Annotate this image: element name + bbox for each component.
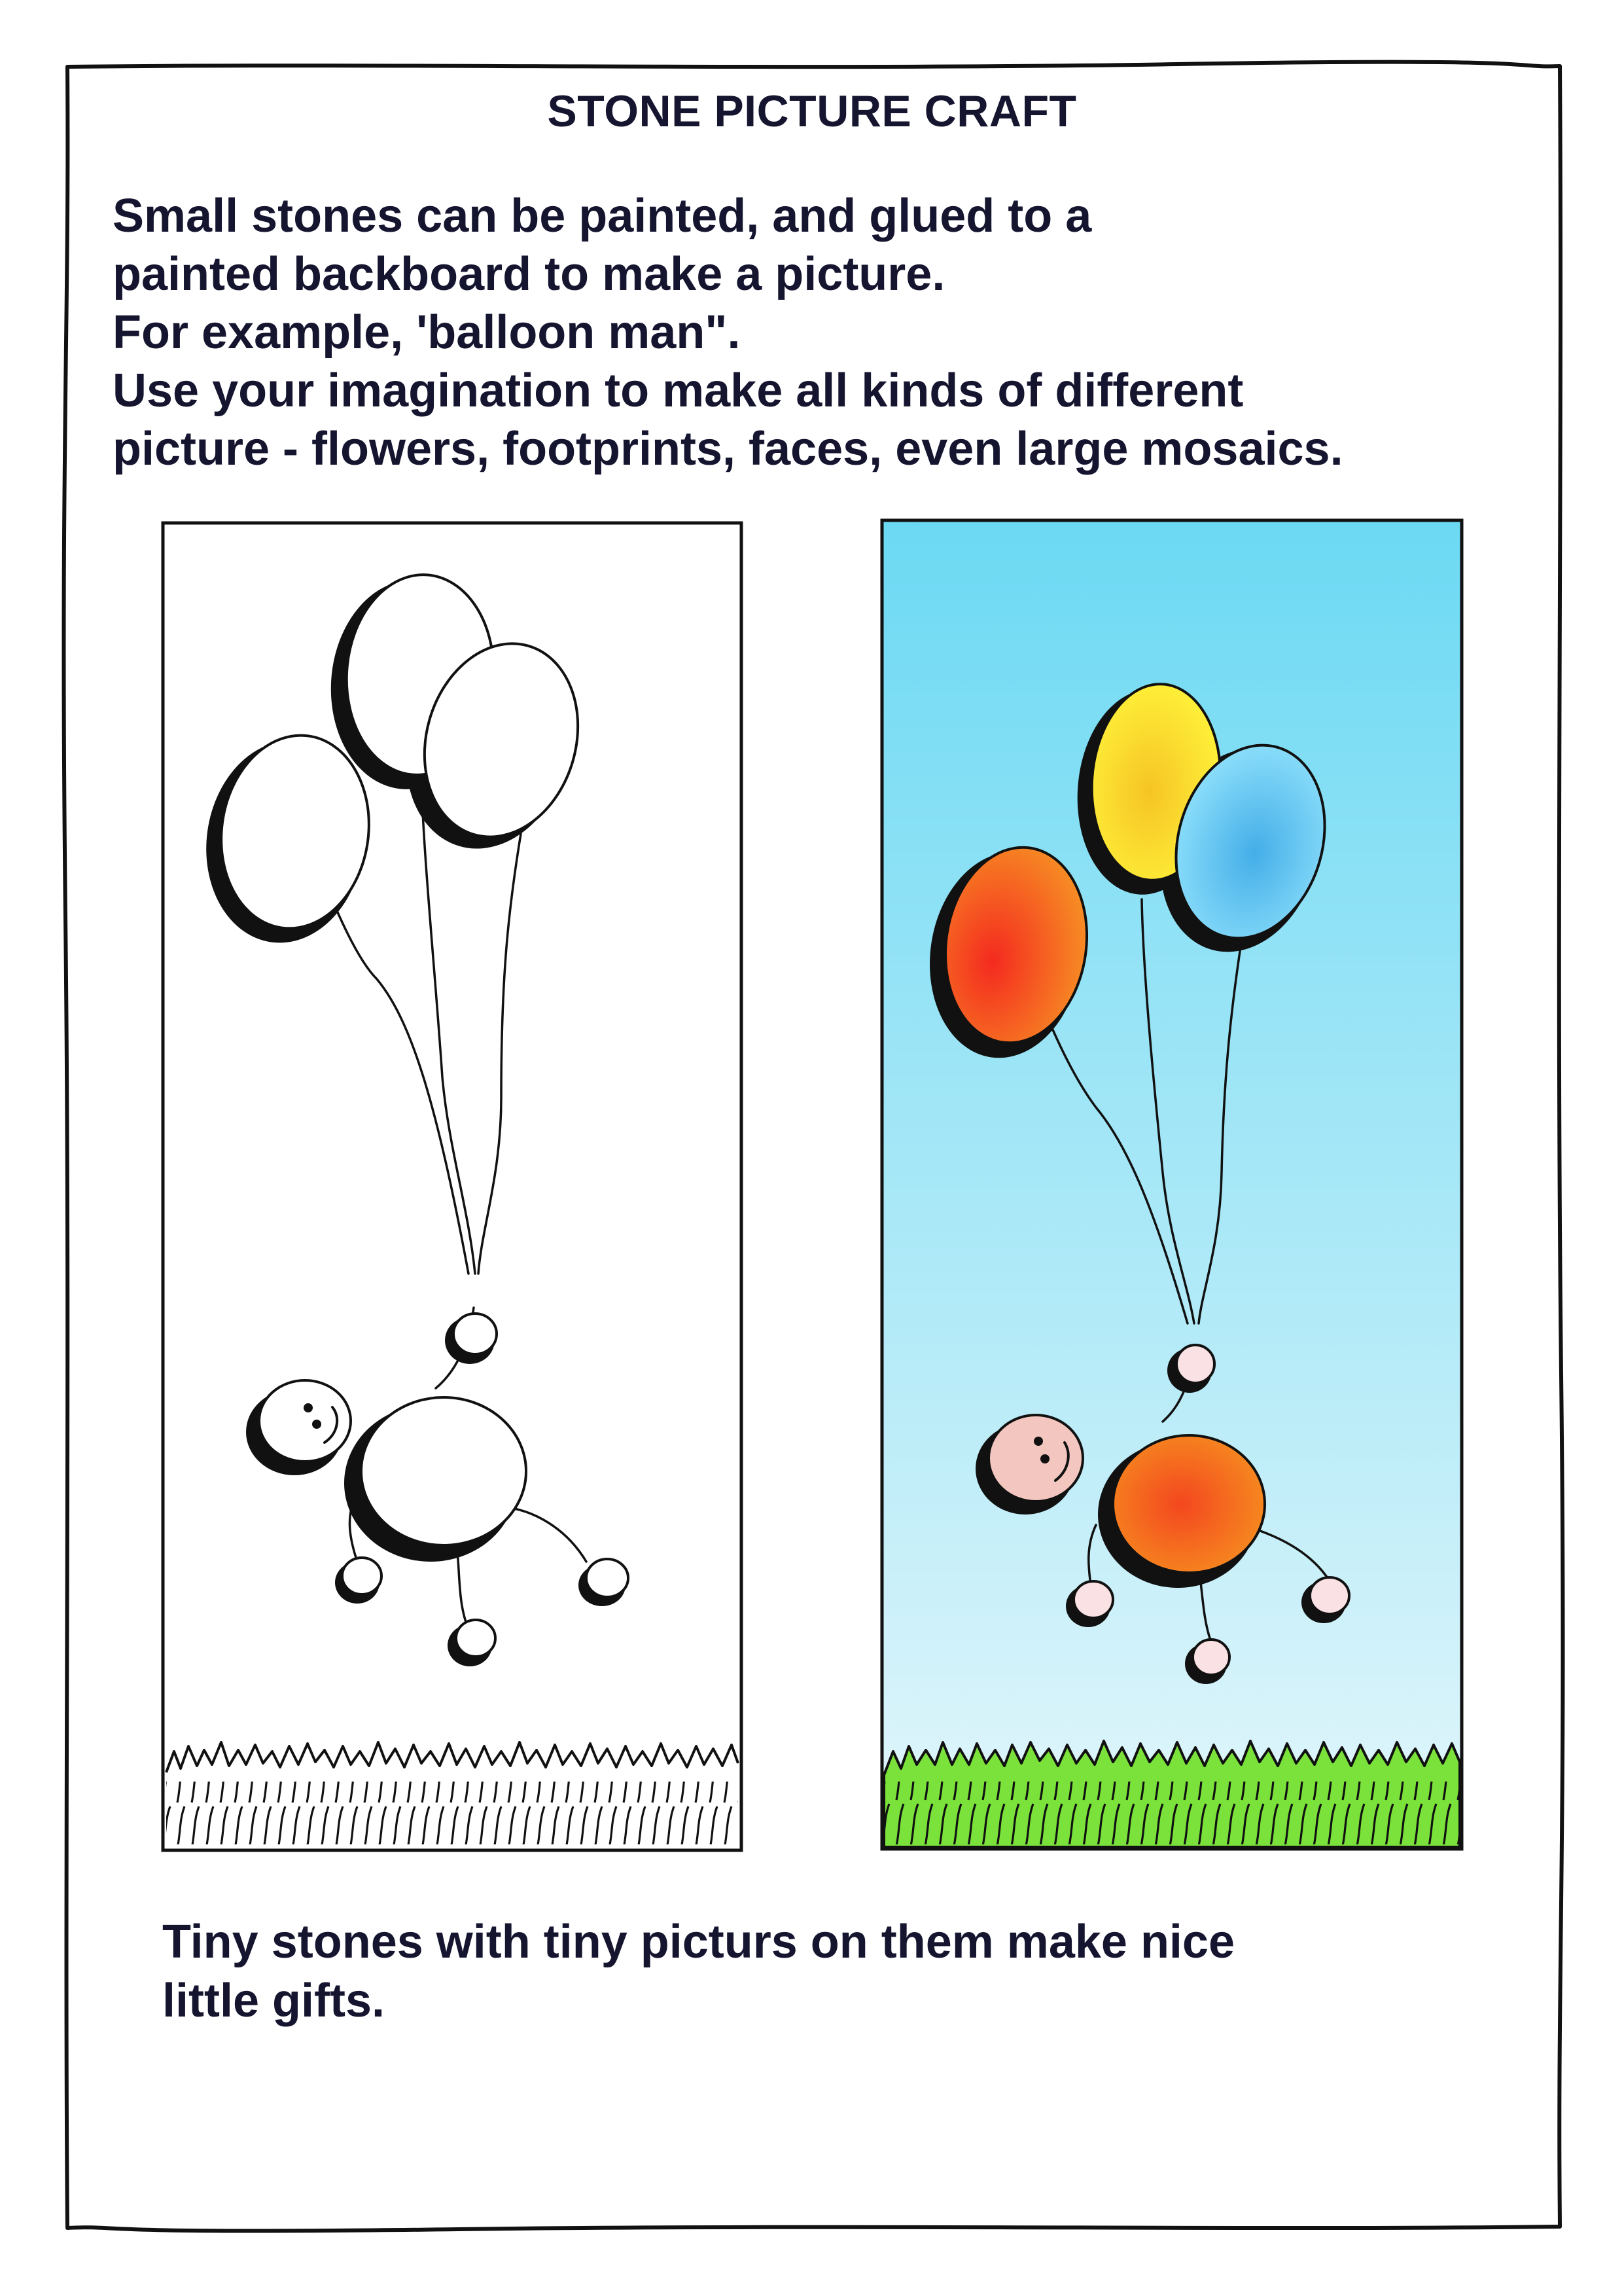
footer-paragraph — [162, 1912, 1536, 2030]
intro-paragraph — [113, 187, 1572, 478]
balloon-man-colored-illustration — [880, 518, 1464, 1851]
intro-line: painted backboard to make a picture. — [113, 248, 945, 300]
footer-line: little gifts. — [162, 1975, 385, 2027]
intro-line: Small stones can be painted, and glued to a — [113, 190, 1092, 242]
intro-line: picture - flowers, footprints, faces, even large mosaics. — [113, 423, 1343, 475]
intro-line: Use your imagination to make all kinds of different — [113, 365, 1244, 417]
balloon-man-outline-illustration — [161, 521, 743, 1852]
page-title: STONE PICTURE CRAFT — [547, 86, 1077, 136]
footer-line: Tiny stones with tiny picturs on them make nice — [162, 1916, 1235, 1968]
intro-line: For example, 'balloon man". — [113, 306, 741, 359]
